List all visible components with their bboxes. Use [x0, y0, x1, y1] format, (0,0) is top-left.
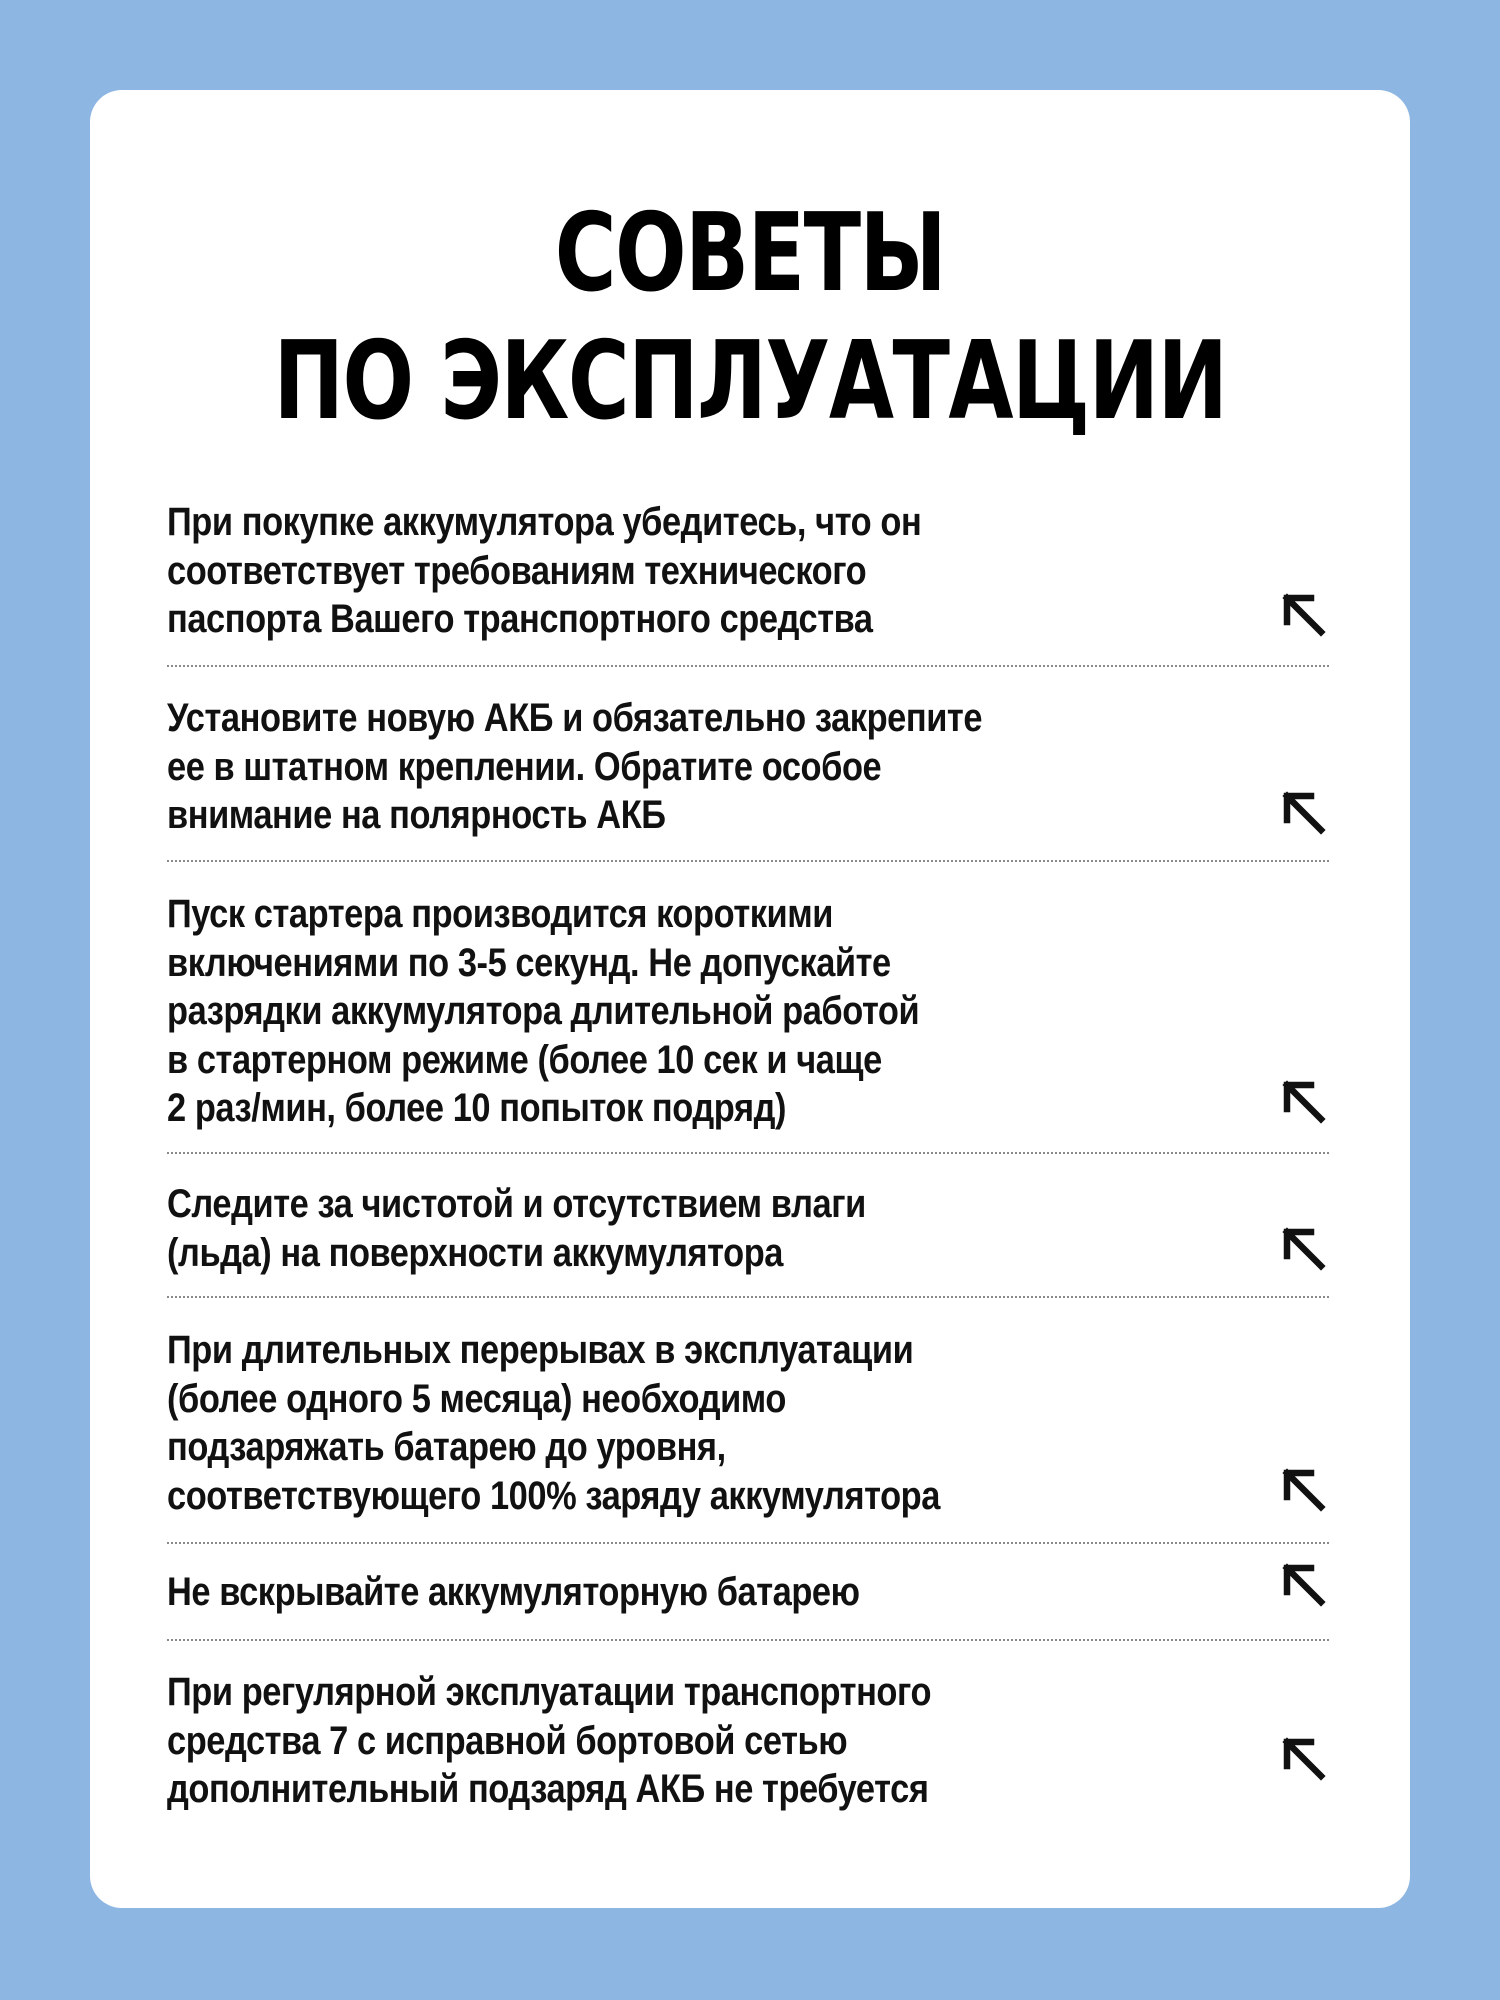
- arrow-up-left-icon: [1277, 1558, 1329, 1610]
- tip-text: Не вскрывайте аккумуляторную батарею: [167, 1570, 860, 1614]
- tip-item: [167, 694, 1329, 862]
- arrow-up-left-icon: [1277, 786, 1329, 838]
- tip-text: Пуск стартера производится короткими включениями по 3-5 секунд. Не допускайте разрядки аккумулятора длительной работой в стартерном режиме (более 10 сек и чаще 2 раз/мин, более 10 попыток подряд): [167, 892, 920, 1130]
- title-line-2: ПО ЭКСПЛУАТАЦИИ: [273, 319, 1227, 444]
- tip-text: Установите новую АКБ и обязательно закрепите ее в штатном креплении. Обратите особое внимание на полярность АКБ: [167, 696, 983, 837]
- arrow-up-left-icon: [1277, 1075, 1329, 1127]
- tip-item: [167, 1568, 1329, 1641]
- arrow-up-left-icon: [1277, 1222, 1329, 1274]
- tip-text: При регулярной эксплуатации транспортного средства 7 с исправной бортовой сетью дополнительный подзаряд АКБ не требуется: [167, 1670, 932, 1811]
- tip-item: [167, 1668, 1329, 1818]
- arrow-up-left-icon: [1277, 1463, 1329, 1515]
- tips-card: [90, 90, 1410, 1908]
- tip-text: При длительных перерывах в эксплуатации (более одного 5 месяца) необходимо подзаряжать батарею до уровня, соответствующего 100% заряду аккумулятора: [167, 1328, 940, 1518]
- tip-text: При покупке аккумулятора убедитесь, что он соответствует требованиям технического паспорта Вашего транспортного средства: [167, 500, 922, 641]
- arrow-up-left-icon: [1277, 588, 1329, 640]
- tip-item: [167, 890, 1329, 1154]
- tip-text: Следите за чистотой и отсутствием влаги (льда) на поверхности аккумулятора: [167, 1182, 866, 1275]
- tip-item: [167, 1180, 1329, 1298]
- tip-item: [167, 1326, 1329, 1544]
- page-title: [235, 190, 1265, 446]
- title-line-1: СОВЕТЫ: [554, 191, 946, 316]
- tip-item: [167, 498, 1329, 667]
- arrow-up-left-icon: [1277, 1732, 1329, 1784]
